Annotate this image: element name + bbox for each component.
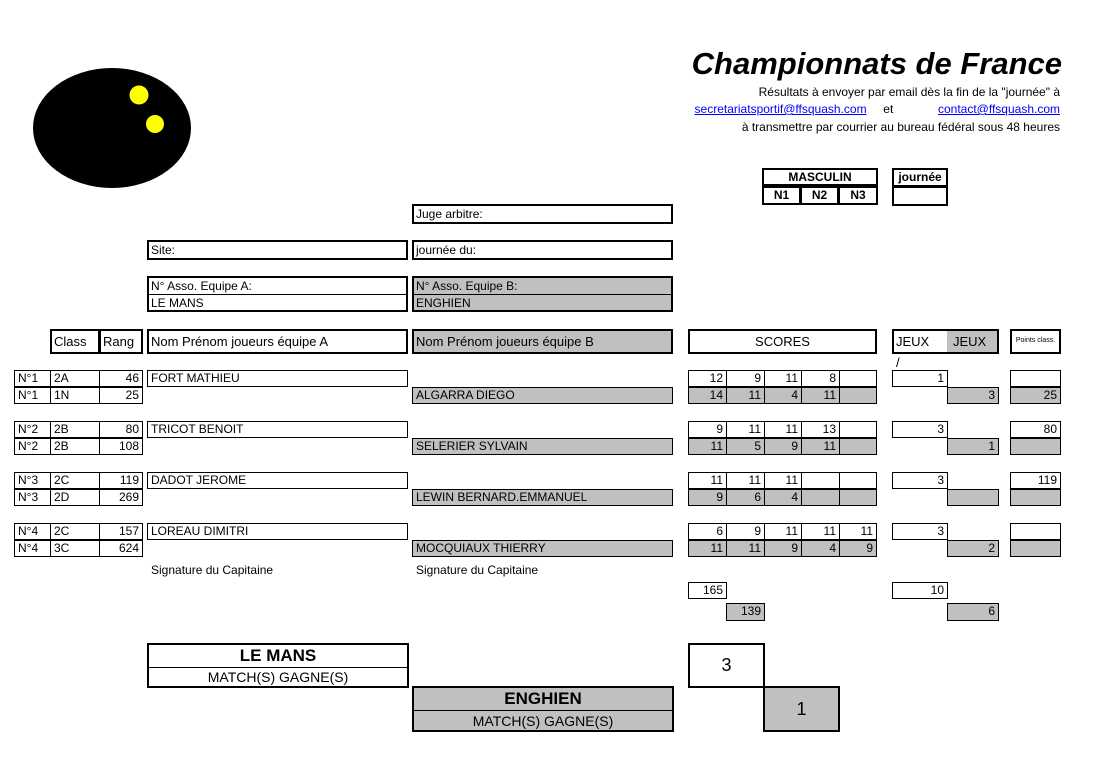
- match-1-player-a-score-4[interactable]: 8: [801, 370, 840, 387]
- instructions-line-3: à transmettre par courrier au bureau fédéral sous 48 heures: [741, 120, 1060, 134]
- match-1-player-a-num: N°1: [14, 370, 51, 387]
- level-n3[interactable]: N3: [838, 186, 878, 205]
- result-team-a-name: LE MANS: [149, 645, 407, 668]
- total-jeux-b: 6: [947, 603, 999, 621]
- match-1-player-b-rang: 25: [99, 387, 143, 404]
- match-2-player-b-score-5[interactable]: [839, 438, 877, 455]
- match-1-player-a-rang: 46: [99, 370, 143, 387]
- match-4-player-b-class: 3C: [50, 540, 100, 557]
- match-3-player-a-name[interactable]: DADOT JEROME: [147, 472, 408, 489]
- match-2-player-a-points[interactable]: 80: [1010, 421, 1061, 438]
- match-3-player-b-score-1[interactable]: 9: [688, 489, 727, 506]
- match-3-player-a-class: 2C: [50, 472, 100, 489]
- match-3-player-a-rang: 119: [99, 472, 143, 489]
- col-header-players-b: Nom Prénom joueurs équipe B: [412, 329, 673, 354]
- email-link-contact[interactable]: contact@ffsquash.com: [937, 102, 1060, 116]
- match-3-player-a-jeux[interactable]: 3: [892, 472, 948, 489]
- instructions-line-1: Résultats à envoyer par email dès la fin de la "journée" à: [758, 85, 1060, 99]
- match-4-player-b-score-2[interactable]: 11: [726, 540, 765, 557]
- match-4-player-b-score-3[interactable]: 9: [764, 540, 802, 557]
- match-4-player-b-score-5[interactable]: 9: [839, 540, 877, 557]
- col-header-players-a: Nom Prénom joueurs équipe A: [147, 329, 408, 354]
- match-3-player-a-score-3[interactable]: 11: [764, 472, 802, 489]
- match-2-player-b-num: N°2: [14, 438, 51, 455]
- match-4-player-a-class: 2C: [50, 523, 100, 540]
- yellow-dot-1: [130, 86, 149, 105]
- match-4-player-a-score-3[interactable]: 11: [764, 523, 802, 540]
- juge-arbitre-field[interactable]: Juge arbitre:: [412, 204, 673, 224]
- match-3-player-b-num: N°3: [14, 489, 51, 506]
- match-3-player-b-points[interactable]: [1010, 489, 1061, 506]
- total-jeux-a: 10: [892, 582, 948, 599]
- team-b-block: [412, 276, 673, 312]
- match-3-player-b-name[interactable]: LEWIN BERNARD.EMMANUEL: [412, 489, 673, 506]
- team-a-block: [147, 276, 408, 312]
- match-4-player-b-score-1[interactable]: 11: [688, 540, 727, 557]
- result-team-b-name: ENGHIEN: [414, 688, 672, 711]
- match-1-player-b-score-2[interactable]: 11: [726, 387, 765, 404]
- wins-team-b: 1: [763, 686, 840, 732]
- match-2-player-b-name[interactable]: SELERIER SYLVAIN: [412, 438, 673, 455]
- col-header-rang: Rang: [99, 329, 143, 354]
- team-a-name[interactable]: LE MANS: [151, 296, 204, 310]
- match-2-player-b-score-4[interactable]: 11: [801, 438, 840, 455]
- match-3-player-a-num: N°3: [14, 472, 51, 489]
- match-2-player-b-class: 2B: [50, 438, 100, 455]
- match-2-player-a-num: N°2: [14, 421, 51, 438]
- journee-label: journée: [892, 168, 948, 187]
- signature-a: Signature du Capitaine: [151, 563, 274, 577]
- match-2-player-b-score-2[interactable]: 5: [726, 438, 765, 455]
- match-1-player-a-class: 2A: [50, 370, 100, 387]
- result-team-a: [147, 643, 409, 688]
- match-3-player-b-score-4[interactable]: [801, 489, 840, 506]
- match-2-player-a-score-1[interactable]: 9: [688, 421, 727, 438]
- match-3-player-a-score-1[interactable]: 11: [688, 472, 727, 489]
- match-3-player-b-jeux[interactable]: [947, 489, 999, 506]
- match-4-player-a-rang: 157: [99, 523, 143, 540]
- level-n2[interactable]: N2: [800, 186, 839, 205]
- match-1-player-a-points[interactable]: [1010, 370, 1061, 387]
- match-1-player-a-score-3[interactable]: 11: [764, 370, 802, 387]
- match-3-player-b-score-3[interactable]: 4: [764, 489, 802, 506]
- match-4-player-a-jeux[interactable]: 3: [892, 523, 948, 540]
- match-3-player-b-class: 2D: [50, 489, 100, 506]
- match-4-player-b-name[interactable]: MOCQUIAUX THIERRY: [412, 540, 673, 557]
- match-2-player-a-rang: 80: [99, 421, 143, 438]
- journee-du-field[interactable]: journée du:: [412, 240, 673, 260]
- match-2-player-a-name[interactable]: TRICOT BENOIT: [147, 421, 408, 438]
- col-header-jeux: [892, 329, 999, 370]
- yellow-dot-2: [146, 115, 164, 133]
- page-title: Championnats de France: [691, 46, 1062, 81]
- result-team-b-label: MATCH(S) GAGNE(S): [472, 713, 614, 729]
- match-3-player-b-score-5[interactable]: [839, 489, 877, 506]
- squash-ball-logo: [30, 64, 196, 192]
- journee-value[interactable]: [892, 186, 948, 206]
- total-points-a: 165: [688, 582, 727, 599]
- match-2-player-b-jeux[interactable]: 1: [947, 438, 999, 455]
- team-b-name[interactable]: ENGHIEN: [416, 296, 471, 310]
- match-1-player-a-name[interactable]: FORT MATHIEU: [147, 370, 408, 387]
- match-1-player-a-score-1[interactable]: 12: [688, 370, 727, 387]
- match-3-player-a-score-4[interactable]: [801, 472, 840, 489]
- instructions-emails: [520, 102, 1060, 116]
- col-header-scores: SCORES: [688, 329, 877, 354]
- match-3-player-a-score-5[interactable]: [839, 472, 877, 489]
- wins-team-a: 3: [688, 643, 765, 688]
- match-4-player-b-points[interactable]: [1010, 540, 1061, 557]
- match-3-player-a-score-2[interactable]: 11: [726, 472, 765, 489]
- email-separator: et: [883, 102, 894, 116]
- match-3-player-b-score-2[interactable]: 6: [726, 489, 765, 506]
- jeux-a-label: JEUX/: [896, 334, 930, 370]
- result-team-b: [412, 686, 674, 732]
- asso-a-label: N° Asso. Equipe A:: [149, 278, 406, 295]
- match-2-player-a-score-4[interactable]: 13: [801, 421, 840, 438]
- match-4-player-b-jeux[interactable]: 2: [947, 540, 999, 557]
- match-1-player-b-score-4[interactable]: 11: [801, 387, 840, 404]
- match-2-player-a-class: 2B: [50, 421, 100, 438]
- division-masculin-label: MASCULIN: [762, 168, 878, 186]
- match-1-player-b-score-3[interactable]: 4: [764, 387, 802, 404]
- signature-b: Signature du Capitaine: [416, 563, 539, 577]
- match-1-player-b-num: N°1: [14, 387, 51, 404]
- jeux-b-label: JEUX: [947, 331, 997, 352]
- match-2-player-a-score-3[interactable]: 11: [764, 421, 802, 438]
- jeux-slash: /: [896, 355, 900, 370]
- match-3-player-a-points[interactable]: 119: [1010, 472, 1061, 489]
- match-2-player-a-score-2[interactable]: 11: [726, 421, 765, 438]
- match-1-player-a-score-2[interactable]: 9: [726, 370, 765, 387]
- match-1-player-a-score-5[interactable]: [839, 370, 877, 387]
- match-2-player-b-rang: 108: [99, 438, 143, 455]
- match-1-player-b-score-1[interactable]: 14: [688, 387, 727, 404]
- col-header-points: Points class.: [1010, 329, 1061, 354]
- match-1-player-b-points[interactable]: 25: [1010, 387, 1061, 404]
- match-4-player-a-points[interactable]: [1010, 523, 1061, 540]
- match-2-player-a-jeux[interactable]: 3: [892, 421, 948, 438]
- match-4-player-b-score-4[interactable]: 4: [801, 540, 840, 557]
- match-4-player-b-rang: 624: [99, 540, 143, 557]
- match-4-player-a-name[interactable]: LOREAU DIMITRI: [147, 523, 408, 540]
- ball-shape: [33, 68, 191, 188]
- match-4-player-b-num: N°4: [14, 540, 51, 557]
- col-header-class: Class: [50, 329, 100, 354]
- match-3-player-b-rang: 269: [99, 489, 143, 506]
- match-4-player-a-score-5[interactable]: 11: [839, 523, 877, 540]
- match-4-player-a-score-4[interactable]: 11: [801, 523, 840, 540]
- asso-b-label: N° Asso. Equipe B:: [414, 278, 671, 295]
- email-link-secretariat[interactable]: secretariatsportif@ffsquash.com: [694, 102, 867, 116]
- match-1-player-b-class: 1N: [50, 387, 100, 404]
- match-2-player-a-score-5[interactable]: [839, 421, 877, 438]
- level-n1[interactable]: N1: [762, 186, 801, 205]
- match-4-player-a-num: N°4: [14, 523, 51, 540]
- site-field[interactable]: Site:: [147, 240, 408, 260]
- match-2-player-b-points[interactable]: [1010, 438, 1061, 455]
- match-2-player-b-score-1[interactable]: 11: [688, 438, 727, 455]
- match-1-player-a-jeux[interactable]: 1: [892, 370, 948, 387]
- match-1-player-b-name[interactable]: ALGARRA DIEGO: [412, 387, 673, 404]
- match-4-player-a-score-2[interactable]: 9: [726, 523, 765, 540]
- match-4-player-a-score-1[interactable]: 6: [688, 523, 727, 540]
- match-1-player-b-jeux[interactable]: 3: [947, 387, 999, 404]
- total-points-b: 139: [726, 603, 765, 621]
- result-team-a-label: MATCH(S) GAGNE(S): [207, 669, 349, 685]
- match-2-player-b-score-3[interactable]: 9: [764, 438, 802, 455]
- match-1-player-b-score-5[interactable]: [839, 387, 877, 404]
